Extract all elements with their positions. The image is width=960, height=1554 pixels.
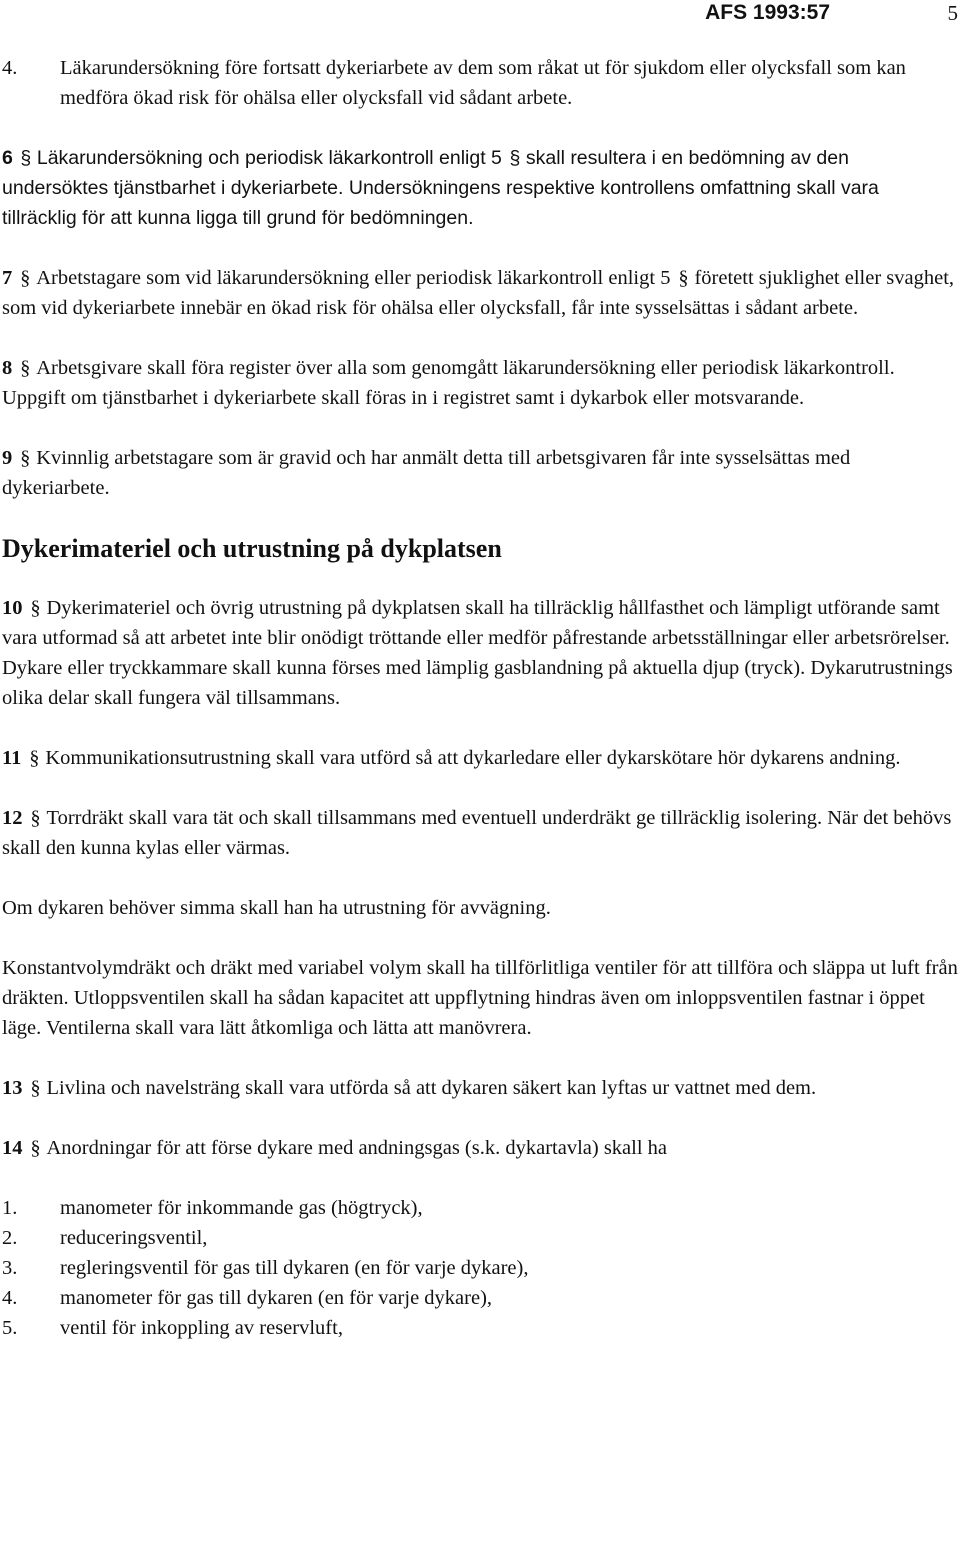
list-item: [2, 1223, 958, 1253]
section-sign-icon: §: [20, 147, 32, 169]
paragraph-text: skall resultera i en bedömning av den undersöktes tjänstbarhet i dykeriarbete. Undersökningens respektive kontrollens omfattning skall vara tillräcklig för att kunna ligga till grund för bedömningen.: [2, 147, 879, 229]
list-item: [2, 1193, 958, 1223]
paragraph-11: [2, 743, 958, 773]
section-sign-icon: §: [20, 447, 31, 469]
list-item-number: 3.: [2, 1257, 18, 1279]
paragraph-text: Anordningar för att förse dykare med andningsgas (s.k. dykartavla) skall ha: [46, 1137, 668, 1159]
list-item-text: reduceringsventil,: [60, 1227, 208, 1249]
document-reference: AFS 1993:57: [705, 1, 830, 24]
section-sign-icon: §: [509, 147, 521, 169]
list-item-number: 1.: [2, 1197, 18, 1219]
paragraph-13: [2, 1073, 958, 1103]
paragraph-text: företett sjuklighet eller svaghet, som vid dykeriarbete innebär en ökad risk för ohälsa eller olycksfall, får inte sysselsättas i sådant arbete.: [2, 267, 955, 319]
list-item-text: Läkarundersökning före fortsatt dykeriarbete av dem som råkat ut för sjukdom eller olycksfall som kan medföra ökad risk för ohälsa eller olycksfall vid sådant arbete.: [60, 57, 906, 109]
section-sign-icon: §: [678, 267, 689, 289]
paragraph-number: 10: [2, 597, 23, 619]
equipment-list: [2, 1193, 958, 1343]
paragraph-7: [2, 263, 958, 323]
paragraph-number: 7: [2, 267, 13, 289]
list-item-text: manometer för inkommande gas (högtryck),: [60, 1197, 423, 1219]
section-sign-icon: §: [29, 747, 40, 769]
section-sign-icon: §: [30, 1137, 41, 1159]
list-item-text: manometer för gas till dykaren (en för varje dykare),: [60, 1287, 493, 1309]
paragraph-number: 12: [2, 807, 23, 829]
paragraph-number: 11: [2, 747, 22, 769]
paragraph-text: Arbetstagare som vid läkarundersökning eller periodisk läkarkontroll enligt 5: [36, 267, 671, 289]
section-sign-icon: §: [30, 807, 41, 829]
section-sign-icon: §: [20, 267, 31, 289]
paragraph-text: Kvinnlig arbetstagare som är gravid och har anmält detta till arbetsgivaren får inte sysselsättas med dykeriarbete.: [2, 447, 851, 499]
paragraph-9: [2, 443, 958, 503]
document-body: [2, 53, 958, 1343]
paragraph-number: 9: [2, 447, 13, 469]
section-sign-icon: §: [20, 357, 31, 379]
list-item: [2, 1283, 958, 1313]
list-item-number: 5.: [2, 1317, 18, 1339]
paragraph-8: [2, 353, 958, 413]
list-item-text: ventil för inkoppling av reservluft,: [60, 1317, 343, 1339]
page-header: [0, 0, 960, 30]
paragraph-text: Läkarundersökning och periodisk läkarkontroll enligt 5: [36, 147, 502, 169]
section-heading: Dykerimateriel och utrustning på dykplatsen: [2, 534, 502, 563]
list-item-number: 2.: [2, 1227, 18, 1249]
paragraph-10: [2, 593, 958, 713]
paragraph-12-swimming: Om dykaren behöver simma skall han ha utrustning för avvägning.: [2, 897, 551, 919]
list-item-number: 4.: [2, 1287, 18, 1309]
paragraph-number: 8: [2, 357, 13, 379]
paragraph-12-valves: Konstantvolymdräkt och dräkt med variabel volym skall ha tillförlitliga ventiler för att tillföra och släppa ut luft från dräkten. Utloppsventilen skall ha sådan kapacitet att uppflytning hindras även om inloppsventilen fastnar i öppet läge. Ventilerna skall vara lätt åtkomliga och lätta att manövrera.: [2, 957, 958, 1039]
paragraph-14: [2, 1133, 958, 1163]
list-item-text: regleringsventil för gas till dykaren (en för varje dykare),: [60, 1257, 529, 1279]
list-item: [2, 1313, 958, 1343]
list-item: [2, 1253, 958, 1283]
paragraph-6: [2, 143, 958, 233]
list-item-number: 4.: [2, 57, 18, 79]
paragraph-text: Livlina och navelsträng skall vara utförda så att dykaren säkert kan lyftas ur vattnet med dem.: [46, 1077, 817, 1099]
section-sign-icon: §: [30, 1077, 41, 1099]
paragraph-number: 6: [2, 147, 13, 169]
paragraph-number: 14: [2, 1137, 23, 1159]
paragraph-text: Kommunikationsutrustning skall vara utförd så att dykarledare eller dykarskötare hör dykarens andning.: [45, 747, 901, 769]
list-item-4: [2, 53, 958, 113]
paragraph-text: Dykerimateriel och övrig utrustning på dykplatsen skall ha tillräcklig hållfasthet och lämpligt utförande samt vara utformad så att arbetet inte blir onödigt tröttande eller medför påfrestande arbetsställningar eller arbetsrörelser. Dykare eller tryckkammare skall kunna förses med lämplig gasblandning på aktuella djup (tryck). Dykarutrustnings olika delar skall fungera väl tillsammans.: [2, 597, 953, 709]
section-sign-icon: §: [30, 597, 41, 619]
paragraph-text: Torrdräkt skall vara tät och skall tillsammans med eventuell underdräkt ge tillräcklig isolering. När det behövs skall den kunna kylas eller värmas.: [2, 807, 952, 859]
page-number: 5: [947, 1, 958, 25]
paragraph-12: [2, 803, 958, 863]
paragraph-text: Arbetsgivare skall föra register över alla som genomgått läkarundersökning eller periodisk läkarkontroll. Uppgift om tjänstbarhet i dykeriarbete skall föras in i registret samt i dykarbok eller motsvarande.: [2, 357, 895, 409]
paragraph-number: 13: [2, 1077, 23, 1099]
